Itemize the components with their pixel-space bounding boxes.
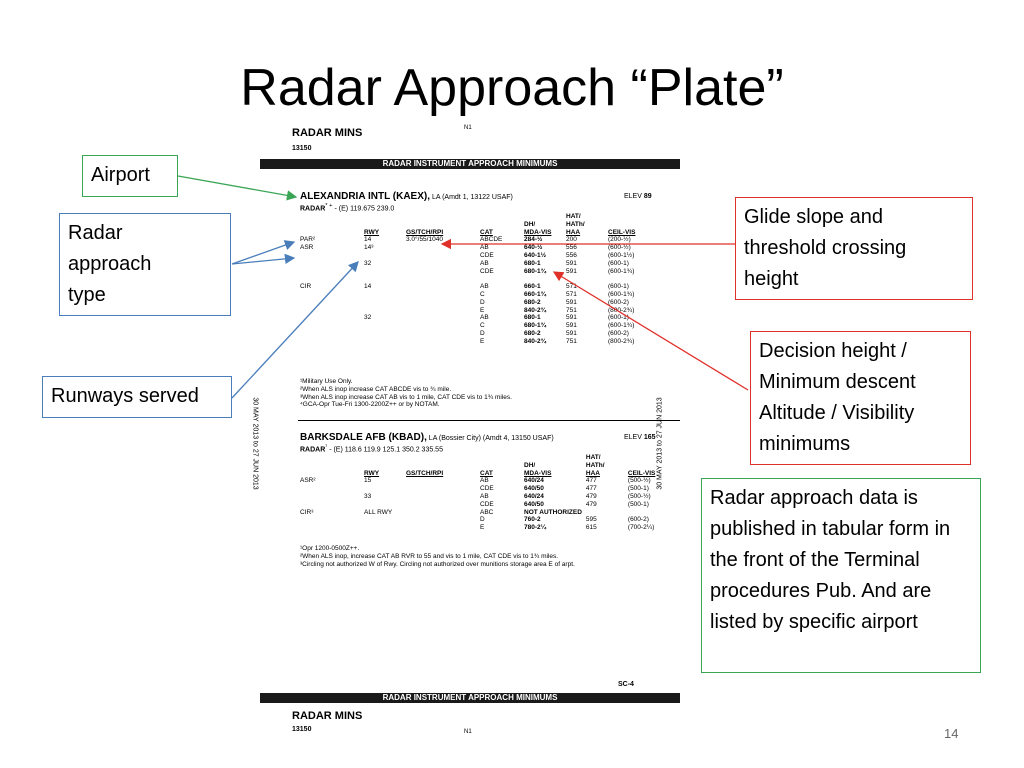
airport-1-location: LA (Amdt 1, 13122 USAF) [431,194,513,201]
column-header: DH/ MDA-VIS [524,461,552,477]
table-cell: 14 [364,283,372,291]
table-cell: 840-2¾ [524,306,547,314]
plate-footer-header: RADAR MINS [292,710,363,722]
slide-title: Radar Approach “Plate” [240,59,784,117]
table-cell: 571 [566,290,577,298]
table-cell: 479 [585,500,597,508]
arrow-decision-height [554,272,748,390]
table-cell: (700-2¼) [627,524,655,532]
table-cell: 615 [585,524,597,532]
table-cell: PAR² [300,236,316,244]
table-cell: (600-2) [627,516,649,524]
column-header: RWY [364,469,380,477]
footnote: ¹Military Use Only. [300,378,353,385]
table-cell: 640/24 [524,477,544,485]
table-cell: 640-1½ [524,251,547,259]
table-cell: AB [480,283,489,291]
table-cell: 3.0°/55/1040 [406,236,443,244]
plate-bar-top: RADAR INSTRUMENT APPROACH MINIMUMS [260,159,680,169]
table-cell: ABCDE [480,236,503,244]
table-cell: 556 [566,251,577,259]
column-header: GS/TCH/RPI [406,469,444,477]
callout-runways: Runways served [42,376,232,418]
table-cell: AB [480,244,489,252]
table-cell: E [480,337,485,345]
table-cell: 760-2 [524,516,541,524]
table-cell: (600-1) [608,259,629,267]
table-cell: CDE [480,500,494,508]
table-cell: 32 [364,259,372,267]
table-cell: (600-2) [608,298,629,306]
table-cell: D [480,329,485,337]
table-cell: 477 [585,485,597,493]
table-cell: 840-2¾ [524,337,547,345]
table-cell: 591 [566,267,577,275]
table-cell: 680-2 [524,329,541,337]
arrow-airport [178,176,296,197]
arrow-runway [232,262,358,398]
elev-label: ELEV [624,193,642,200]
table-cell: (800-2¾) [608,306,635,314]
table-cell: (800-2¾) [608,337,635,345]
table-cell: 284-½ [524,236,543,244]
column-header: CEIL-VIS [627,469,656,477]
airport-1-name: ALEXANDRIA INTL (KAEX), [300,191,430,202]
table-cell: (200-½) [608,236,631,244]
column-header: CEIL-VIS [608,228,636,236]
plate-code: 13150 [292,145,312,152]
table-cell: AB [480,492,489,500]
effective-dates-left: 30 MAY 2013 to 27 JUN 2013 [251,397,259,490]
column-header: HAT/ HATh/ HAA [566,213,585,236]
footnote: ³When ALS inop increase CAT AB vis to 1 mile, CAT CDE vis to 1¾ miles. [300,393,512,401]
table-cell: 591 [566,314,577,322]
table-cell: E [480,524,485,532]
table-cell: 591 [566,322,577,330]
table-cell: AB [480,314,489,322]
radar-sup: ¹ [325,444,328,450]
plate-sc-code: SC-4 [618,681,634,688]
table-cell: 640/50 [524,500,544,508]
table-cell: (500-½) [627,477,651,485]
table-cell: ALL RWY [364,508,393,516]
page-number: 14 [944,726,959,741]
column-header: GS/TCH/RPI [406,228,444,236]
radar-freq: - (E) 118.6 119.9 125.1 350.2 335.55 [329,446,443,454]
table-cell: ASR² [300,477,316,485]
table-cell: 571 [566,283,577,291]
callout-decision-height: Decision height / Minimum descent Altitude / Visibility minimums [750,331,971,465]
table-cell: 14 [364,236,372,244]
table-cell: 751 [566,306,577,314]
table-cell: E [480,306,485,314]
radar-freq: - (E) 119.675 239.0 [334,205,395,213]
table-cell: (600-1¾) [608,322,635,330]
table-cell: 680-2 [524,298,541,306]
table-cell: (600-1¾) [608,267,635,275]
table-cell: 556 [566,244,577,252]
table-cell: (600-1) [608,314,629,322]
footnote: ²When ALS inop, increase CAT AB RVR to 55 and vis to 1 mile, CAT CDE vis to 1¾ miles. [300,552,559,560]
footnote: ⁴GCA-Opr Tue-Fri 1300-2200Z++ or by NOTAM. [300,401,440,409]
table-cell: 780-2¼ [524,524,547,532]
airport-2-location: LA (Bossier City) (Amdt 4, 13150 USAF) [428,435,554,442]
plate-footer-code: 13150 [292,726,312,733]
footnote: ²When ALS inop increase CAT ABCDE vis to ¾ mile. [300,385,452,393]
plate-footer-n1: N1 [464,729,472,735]
table-cell: 680-1 [524,314,541,322]
table-cell: CIR³ [300,508,314,516]
table-cell: 751 [566,337,577,345]
plate-bar-bottom: RADAR INSTRUMENT APPROACH MINIMUMS [260,693,680,703]
table-cell: 32 [364,314,372,322]
column-header: CAT [480,228,493,236]
footnote: ¹Opr 1200-0500Z++. [300,545,360,552]
radar-label: RADAR [300,446,326,454]
plate-header: RADAR MINS [292,127,363,139]
table-cell: 660-1¾ [524,290,547,298]
table-cell: 200 [566,236,577,244]
table-cell: CIR [300,283,312,291]
table-cell: CDE [480,267,494,275]
elev-label: ELEV [624,434,642,441]
effective-dates-right: 30 MAY 2013 to 27 JUN 2013 [656,397,664,490]
column-header: RWY [364,228,380,236]
airport-2-name: BARKSDALE AFB (KBAD), [300,432,427,443]
table-cell: 640/24 [524,492,544,500]
table-cell: C [480,290,485,298]
table-cell: 591 [566,259,577,267]
table-cell: 479 [585,492,597,500]
table-cell: 680-1 [524,259,541,267]
column-header: DH/ MDA-VIS [524,220,552,236]
table-cell: CDE [480,485,494,493]
table-cell: (600-1¾) [608,290,635,298]
table-cell: (500-1) [627,500,649,508]
table-cell: (600-1½) [608,251,635,259]
table-cell: ASR [300,244,314,252]
table-cell: 660-1 [524,283,541,291]
elev-value: 165 [643,434,656,441]
radar-sup: * + [325,203,333,209]
callout-tabular-info: Radar approach data is published in tabular form in the front of the Terminal procedures Pub. And are listed by specific airport [701,478,981,673]
radar-label: RADAR [300,205,326,213]
table-cell: D [480,516,485,524]
table-cell: NOT AUTHORIZED [524,508,582,516]
column-header: CAT [480,469,493,477]
plate-n1: N1 [464,125,472,131]
table-cell: 33 [364,492,372,500]
elev-value: 89 [643,193,652,200]
table-cell: 15 [364,477,372,485]
table-cell: 680-1¾ [524,267,547,275]
callout-airport: Airport [82,155,178,197]
table-cell: 680-1¾ [524,322,547,330]
table-cell: 591 [566,298,577,306]
table-cell: (500-1) [627,485,649,493]
table-cell: 477 [585,477,597,485]
table-cell: 595 [585,516,597,524]
callout-glide-slope: Glide slope and threshold crossing height [735,197,973,300]
table-cell: (600-2) [608,329,629,337]
table-cell: 640-½ [524,244,543,252]
table-cell: (500-½) [627,492,651,500]
callout-radar-type: Radar approach type [59,213,231,316]
table-cell: ABC [480,508,494,516]
table-cell: AB [480,477,489,485]
table-cell: CDE [480,251,494,259]
footnote: ³Circling not authorized W of Rwy. Circling not authorized over munitions storage area E of arpt. [300,560,575,568]
table-cell: 591 [566,329,577,337]
table-cell: 640/50 [524,485,544,493]
table-cell: (600-1) [608,283,629,291]
table-cell: (600-½) [608,244,631,252]
table-cell: D [480,298,485,306]
table-cell: 14³ [364,244,374,252]
table-cell: AB [480,259,489,267]
table-cell: C [480,322,485,330]
column-header: HAT/ HATh/ HAA [585,454,605,477]
